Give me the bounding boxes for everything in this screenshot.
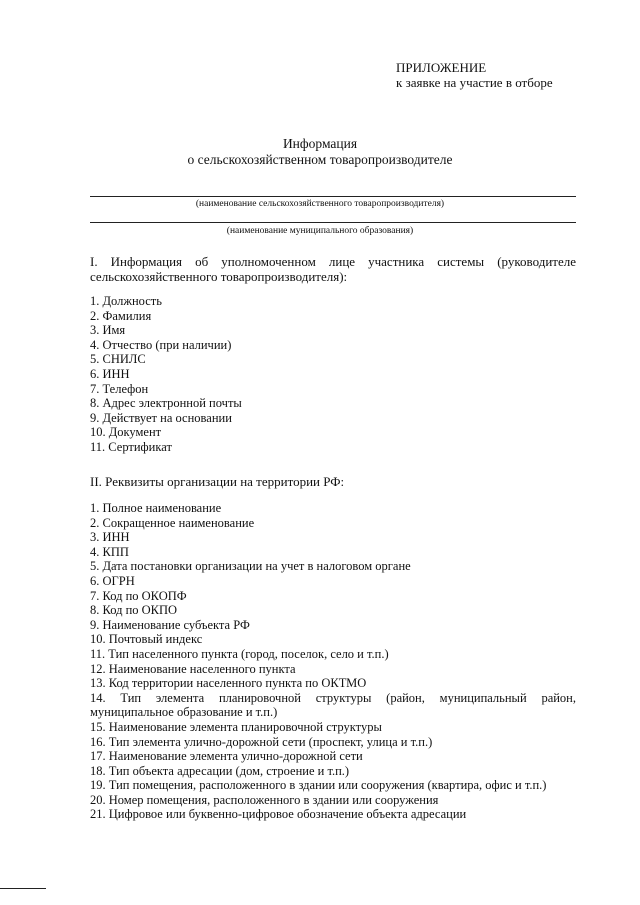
list-item: 4. Отчество (при наличии) (90, 337, 232, 352)
producer-name-line (90, 196, 576, 197)
document-title (0, 136, 640, 168)
list-item: 20. Номер помещения, расположенного в здании или сооружения (90, 792, 439, 807)
list-item: 16. Тип элемента улично-дорожной сети (проспект, улица и т.п.) (90, 734, 433, 749)
list-item: 1. Полное наименование (90, 501, 222, 515)
list-item: 7. Код по ОКОПФ (90, 588, 187, 603)
list-item: 3. ИНН (90, 530, 130, 545)
section-1-list (90, 294, 576, 455)
footnote-separator (0, 888, 46, 889)
list-item: 17. Наименование элемента улично-дорожной сети (90, 749, 363, 764)
appendix-subtitle: к заявке на участие в отборе (396, 75, 553, 90)
list-item: 7. Телефон (90, 381, 149, 396)
list-item: 9. Действует на основании (90, 410, 232, 425)
list-item: 4. КПП (90, 544, 129, 559)
list-item: 19. Тип помещения, расположенного в здании или сооружения (квартира, офис и т.п.) (90, 778, 547, 793)
list-item: 13. Код территории населенного пункта по ОКТМО (90, 676, 367, 691)
list-item: 10. Почтовый индекс (90, 632, 203, 647)
section-2-list (90, 501, 576, 822)
appendix-block (396, 60, 553, 90)
list-item: 9. Наименование субъекта РФ (90, 617, 250, 632)
list-item: 10. Документ (90, 425, 162, 440)
list-item: 11. Тип населенного пункта (город, поселок, село и т.п.) (90, 646, 389, 661)
list-item: 11. Сертификат (90, 439, 172, 454)
list-item: 8. Код по ОКПО (90, 603, 178, 618)
title-line-1: Информация (282, 136, 358, 151)
list-item: 5. СНИЛС (90, 352, 146, 367)
list-item: 2. Фамилия (90, 308, 152, 323)
producer-name-caption: (наименование сельскохозяйственного товаропроизводителя) (195, 199, 445, 209)
list-item: 2. Сокращенное наименование (90, 515, 255, 530)
list-item: 21. Цифровое или буквенно-цифровое обозначение объекта адресации (90, 807, 467, 822)
title-line-2: о сельскохозяйственном товаропроизводителе (187, 152, 453, 167)
section-1-title: I. Информация об уполномоченном лице участника системы (руководителе сельскохозяйственного товаропроизводителя): (90, 254, 576, 284)
municipality-name-line (90, 222, 576, 223)
appendix-title: ПРИЛОЖЕНИЕ (396, 60, 487, 75)
list-item: 6. ИНН (90, 366, 130, 381)
list-item: 14. Тип элемента планировочной структуры (район, муниципальный район, муниципальное образование и т.п.) (90, 690, 576, 720)
list-item: 8. Адрес электронной почты (90, 396, 242, 411)
list-item: 3. Имя (90, 323, 126, 338)
municipality-name-caption: (наименование муниципального образования) (226, 226, 414, 236)
section-2-title: II. Реквизиты организации на территории РФ: (90, 474, 345, 489)
list-item: 12. Наименование населенного пункта (90, 661, 296, 676)
list-item: 1. Должность (90, 294, 162, 308)
list-item: 18. Тип объекта адресации (дом, строение и т.п.) (90, 763, 350, 778)
list-item: 6. ОГРН (90, 573, 135, 588)
list-item: 5. Дата постановки организации на учет в налоговом органе (90, 559, 411, 574)
list-item: 15. Наименование элемента планировочной структуры (90, 719, 382, 734)
